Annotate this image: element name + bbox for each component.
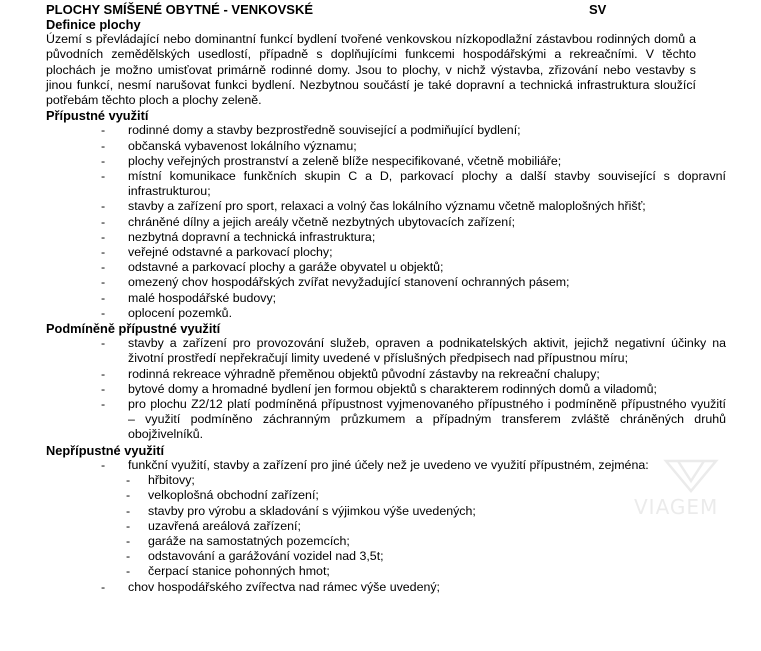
sub-list-item: - stavby pro výrobu a skladování s výjimkou výše uvedených; (126, 503, 476, 518)
prohibited-list (46, 458, 726, 473)
list-item: - oplocení pozemků. (101, 305, 233, 320)
list-item: - pro plochu Z2/12 platí podmíněná přípustnost vyjmenovaného přípustného i podmíněně přípustného využití – využití podmíněno záchranným průzkumem a případným transferem zvláště chráněných druhů obojživelníků. (101, 397, 726, 442)
conditional-heading: Podmíněně přípustné využití (46, 321, 221, 337)
header (46, 2, 726, 17)
list-item: - chráněné dílny a jejich areály včetně nezbytných ubytovacích zařízení; (101, 214, 516, 229)
permitted-heading: Přípustné využití (46, 108, 149, 124)
sub-list-item: - hřbitovy; (126, 473, 195, 488)
sub-list-item: - garáže na samostatných pozemcích; (126, 533, 350, 548)
document-page (46, 2, 726, 595)
list-item: - stavby a zařízení pro sport, relaxaci a volný čas lokálního významu včetně maloplošných hřišť; (101, 199, 646, 214)
list-item: - místní komunikace funkčních skupin C a D, parkovací plochy a další stavby související s dopravní infrastrukturou; (101, 169, 726, 199)
prohibited-list-continued (46, 580, 726, 595)
sub-list-item: - čerpací stanice pohonných hmot; (126, 564, 330, 579)
list-item: - rodinné domy a stavby bezprostředně související a podmiňující bydlení; (101, 123, 521, 138)
list-item: - veřejné odstavné a parkovací plochy; (101, 245, 333, 260)
definition-text: Území s převládající nebo dominantní funkcí bydlení tvořené venkovskou nízkopodlažní zástavbou rodinných domů a původních zemědělských usedlostí, případně s doplňujícími funkcemi hospodářskými a rekreačními. V těchto plochách je možno umisťovat primárně rodinné domy. Jsou to plochy, v nichž výstavba, zřizování nebo vestavby s jinou funkcí, nesmí narušovat funkci bydlení. Nezbytnou součástí je také dopravní a technická infrastruktura sloužící potřebám těchto ploch a plochy zeleně. (46, 32, 696, 108)
list-item: - nezbytná dopravní a technická infrastruktura; (101, 229, 376, 244)
list-item: - funkční využití, stavby a zařízení pro jiné účely než je uvedeno ve využití přípustném, zejména: (101, 457, 649, 472)
list-item: - chov hospodářského zvířectva nad rámec výše uvedený; (101, 579, 440, 594)
sub-list-item: - uzavřená areálová zařízení; (126, 518, 301, 533)
list-item: - rodinná rekreace výhradně přeměnou objektů původní zástavby na rekreační chalupy; (101, 366, 600, 381)
zone-code: SV (589, 2, 607, 17)
definition-heading: Definice plochy (46, 17, 141, 32)
sub-list-item: - odstavování a garážování vozidel nad 3,5t; (126, 549, 384, 564)
list-item: - omezený chov hospodářských zvířat nevyžadující stanovení ochranných pásem; (101, 275, 570, 290)
prohibited-heading: Nepřípustné využití (46, 442, 165, 458)
list-item: - bytové domy a hromadné bydlení jen formou objektů s charakterem rodinných domů a viladomů; (101, 381, 657, 396)
page-title: PLOCHY SMÍŠENÉ OBYTNÉ - VENKOVSKÉ (46, 2, 314, 17)
sub-list-item: - velkoplošná obchodní zařízení; (126, 488, 319, 503)
list-item: - stavby a zařízení pro provozování služeb, opraven a podnikatelských aktivit, jejichž negativní účinky na životní prostředí nepřekračují limity uvedené v příslušných předpisech nad přípustnou míru; (101, 336, 726, 366)
list-item: - občanská vybavenost lokálního významu; (101, 138, 357, 153)
list-item: - malé hospodářské budovy; (101, 290, 277, 305)
watermark-logo (628, 455, 738, 525)
diamond-icon (656, 455, 726, 495)
conditional-list (46, 336, 726, 442)
permitted-list (46, 123, 726, 321)
list-item: - odstavné a parkovací plochy a garáže obyvatel u objektů; (101, 260, 444, 275)
watermark-text: VIAGEM (634, 495, 719, 519)
prohibited-sublist (46, 473, 726, 579)
list-item: - plochy veřejných prostranství a zeleně blíže nespecifikované, včetně mobiliáře; (101, 153, 562, 168)
